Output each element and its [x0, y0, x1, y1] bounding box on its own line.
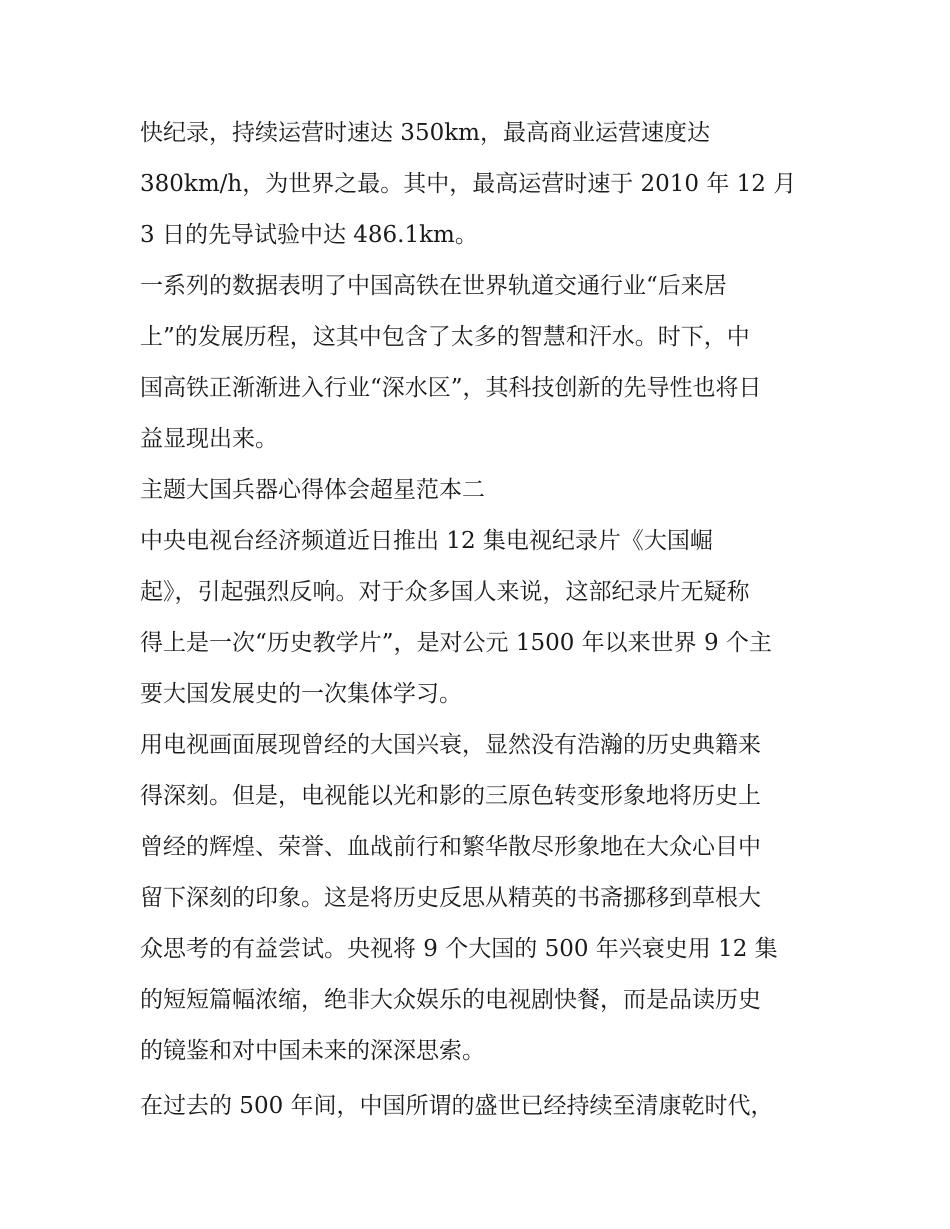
text-line: 快纪录，持续运营时速达 350km，最高商业运营速度达: [140, 120, 710, 146]
text-line: 要大国发展史的一次集体学习。: [140, 681, 462, 707]
text-line: 国高铁正渐渐进入行业“深水区”，其科技创新的先导性也将日: [140, 375, 762, 401]
text-line: 的镜鉴和对中国未来的深深思索。: [140, 1038, 485, 1064]
text-line: 中央电视台经济频道近日推出 12 集电视纪录片《大国崛: [140, 528, 713, 554]
text-line: 用电视画面展现曾经的大国兴衰，显然没有浩瀚的历史典籍来: [140, 732, 761, 758]
text-line: 得上是一次“历史教学片”，是对公元 1500 年以来世界 9 个主: [140, 630, 772, 656]
document-body: [140, 108, 820, 1132]
text-line: 一系列的数据表明了中国高铁在世界轨道交通行业“后来居: [140, 273, 727, 299]
text-line: 上”的发展历程，这其中包含了太多的智慧和汗水。时下，中: [140, 324, 750, 350]
text-line: 的短短篇幅浓缩，绝非大众娱乐的电视剧快餐，而是品读历史: [140, 987, 761, 1013]
section-heading: 主题大国兵器心得体会超星范本二: [140, 477, 485, 503]
text-line: 益显现出来。: [140, 426, 278, 452]
text-line: 曾经的辉煌、荣誉、血战前行和繁华散尽形象地在大众心目中: [140, 834, 761, 860]
text-line: 380km/h，为世界之最。其中，最高运营时速于 2010 年 12 月: [140, 171, 797, 197]
text-line: 3 日的先导试验中达 486.1km。: [140, 222, 478, 248]
text-line: 在过去的 500 年间，中国所谓的盛世已经持续至清康乾时代，: [140, 1093, 774, 1119]
text-line: 众思考的有益尝试。央视将 9 个大国的 500 年兴衰史用 12 集: [140, 936, 778, 962]
text-line: 起》，引起强烈反响。对于众多国人来说，这部纪录片无疑称: [140, 579, 750, 605]
text-line: 得深刻。但是，电视能以光和影的三原色转变形象地将历史上: [140, 783, 761, 809]
text-line: 留下深刻的印象。这是将历史反思从精英的书斋挪移到草根大: [140, 885, 761, 911]
